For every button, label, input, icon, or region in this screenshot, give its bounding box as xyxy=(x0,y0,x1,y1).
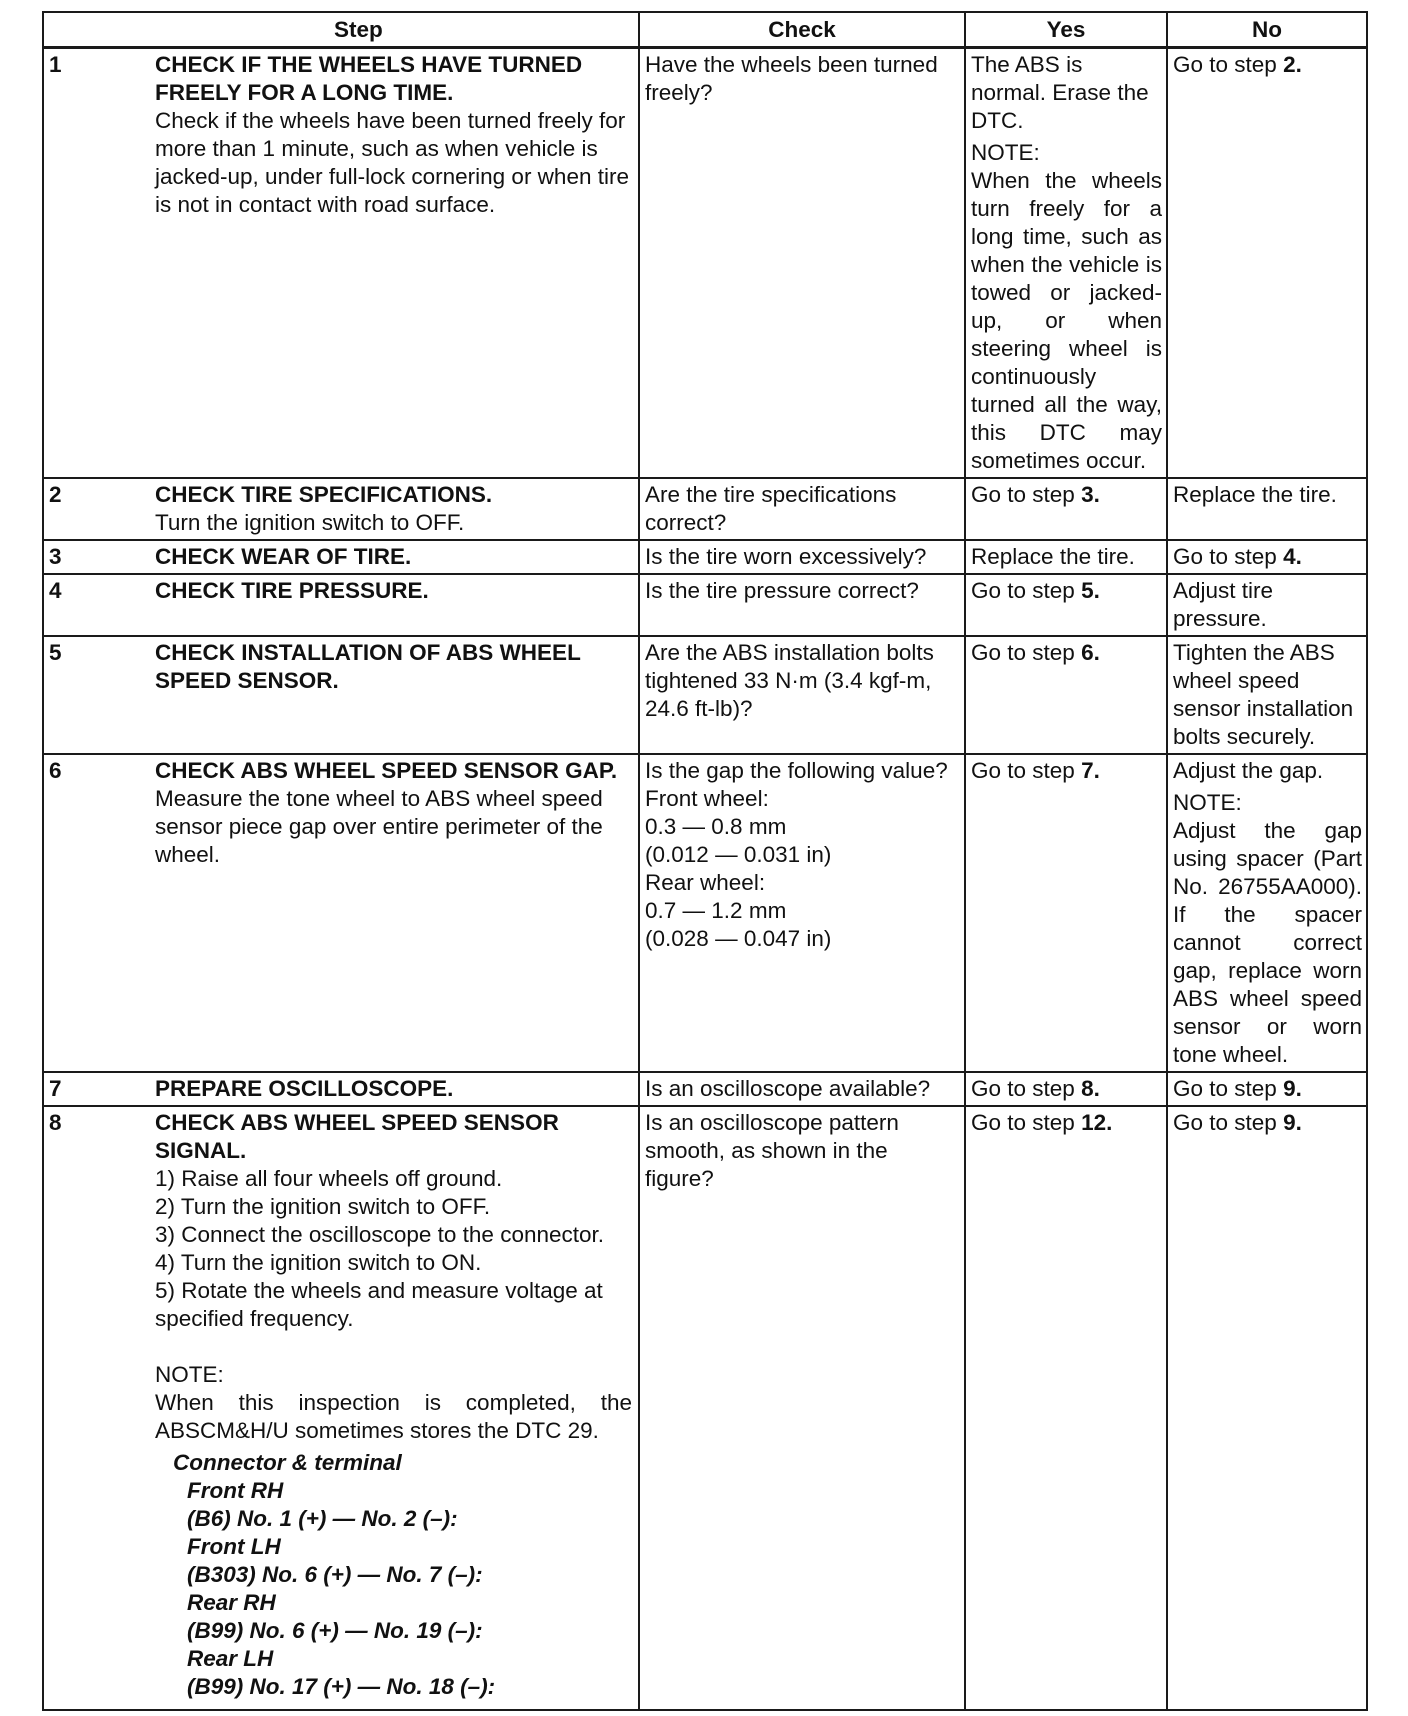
step-cell xyxy=(155,1072,639,1106)
no-prefix: Go to step xyxy=(1173,1076,1284,1101)
step-title: CHECK WEAR OF TIRE. xyxy=(155,544,412,569)
no-step-link: 9. xyxy=(1283,1076,1302,1101)
step-title: CHECK TIRE SPECIFICATIONS. xyxy=(155,482,493,507)
note-label: NOTE: xyxy=(1173,790,1242,815)
table-row xyxy=(43,478,1367,540)
check-cell: Is the tire pressure correct? xyxy=(639,574,965,636)
procedure-item: 5) Rotate the wheels and measure voltage at specified frequency. xyxy=(155,1278,603,1331)
step-description: Check if the wheels have been turned freely for more than 1 minute, such as when vehicle is jacked-up, under full-lock cornering or when tire is not in contact with road surface. xyxy=(155,108,629,217)
check-line: Front wheel: xyxy=(645,786,769,811)
step-number: 1 xyxy=(43,48,155,479)
step-title: CHECK INSTALLATION OF ABS WHEEL SPEED SENSOR. xyxy=(155,640,581,693)
header-yes: Yes xyxy=(965,12,1167,48)
no-cell xyxy=(1167,540,1367,574)
yes-step-link: 7. xyxy=(1081,758,1100,783)
yes-step-link: 8. xyxy=(1081,1076,1100,1101)
step-number: 5 xyxy=(43,636,155,754)
check-line: 0.7 — 1.2 mm xyxy=(645,898,787,923)
check-line: (0.028 — 0.047 in) xyxy=(645,926,832,951)
table-row xyxy=(43,1072,1367,1106)
no-cell: Adjust tire pressure. xyxy=(1167,574,1367,636)
no-step-link: 2. xyxy=(1283,52,1302,77)
yes-cell xyxy=(965,636,1167,754)
check-cell: Have the wheels been turned freely? xyxy=(639,48,965,479)
diagnostic-table xyxy=(42,11,1368,1711)
yes-cell: Replace the tire. xyxy=(965,540,1167,574)
connector-label: Front LH xyxy=(187,1534,281,1559)
check-line: Is the gap the following value? xyxy=(645,758,948,783)
step-cell xyxy=(155,540,639,574)
yes-prefix: Go to step xyxy=(971,482,1082,507)
table-row xyxy=(43,574,1367,636)
connector-terminals: (B6) No. 1 (+) — No. 2 (–): xyxy=(187,1506,458,1531)
table-row xyxy=(43,48,1367,479)
procedure-item: 3) Connect the oscilloscope to the connector. xyxy=(155,1222,605,1247)
check-cell: Are the tire specifications correct? xyxy=(639,478,965,540)
connector-label: Rear RH xyxy=(187,1590,276,1615)
step-title: CHECK IF THE WHEELS HAVE TURNED FREELY FOR A LONG TIME. xyxy=(155,52,583,105)
no-prefix: Go to step xyxy=(1173,1110,1284,1135)
connector-terminals: (B99) No. 6 (+) — No. 19 (–): xyxy=(187,1618,483,1643)
no-step-link: 9. xyxy=(1283,1110,1302,1135)
note-label: NOTE: xyxy=(155,1362,224,1387)
yes-step-link: 5. xyxy=(1081,578,1100,603)
connector-terminals: (B303) No. 6 (+) — No. 7 (–): xyxy=(187,1562,483,1587)
check-line: 0.3 — 0.8 mm xyxy=(645,814,787,839)
no-cell: Replace the tire. xyxy=(1167,478,1367,540)
table-row xyxy=(43,636,1367,754)
step-cell xyxy=(155,754,639,1072)
yes-cell xyxy=(965,1072,1167,1106)
no-cell xyxy=(1167,1072,1367,1106)
connector-terminals: (B99) No. 17 (+) — No. 18 (–): xyxy=(187,1674,496,1699)
yes-cell xyxy=(965,754,1167,1072)
yes-text: The ABS is normal. Erase the DTC. xyxy=(971,52,1149,133)
yes-cell xyxy=(965,478,1167,540)
yes-step-link: 3. xyxy=(1081,482,1100,507)
connector-label: Front RH xyxy=(187,1478,284,1503)
step-number: 8 xyxy=(43,1106,155,1710)
step-cell xyxy=(155,1106,639,1710)
check-line: Rear wheel: xyxy=(645,870,766,895)
step-cell xyxy=(155,478,639,540)
check-cell xyxy=(639,754,965,1072)
yes-prefix: Go to step xyxy=(971,1110,1082,1135)
step-title: CHECK ABS WHEEL SPEED SENSOR SIGNAL. xyxy=(155,1110,559,1163)
no-prefix: Go to step xyxy=(1173,52,1284,77)
step-number: 6 xyxy=(43,754,155,1072)
table-row xyxy=(43,754,1367,1072)
step-description: Measure the tone wheel to ABS wheel speed sensor piece gap over entire perimeter of the wheel. xyxy=(155,786,603,867)
check-cell: Is an oscilloscope pattern smooth, as shown in the figure? xyxy=(639,1106,965,1710)
yes-cell xyxy=(965,574,1167,636)
no-cell xyxy=(1167,1106,1367,1710)
connector-heading: Connector & terminal xyxy=(173,1450,402,1475)
yes-prefix: Go to step xyxy=(971,578,1082,603)
no-step-link: 4. xyxy=(1283,544,1302,569)
step-title: CHECK ABS WHEEL SPEED SENSOR GAP. xyxy=(155,758,618,783)
yes-cell xyxy=(965,1106,1167,1710)
step-number: 2 xyxy=(43,478,155,540)
no-cell xyxy=(1167,754,1367,1072)
header-step: Step xyxy=(43,12,639,48)
check-line: (0.012 — 0.031 in) xyxy=(645,842,832,867)
procedure-list xyxy=(155,1165,632,1333)
step-description: Turn the ignition switch to OFF. xyxy=(155,510,465,535)
check-cell: Are the ABS installation bolts tightened 33 N·m (3.4 kgf-m, 24.6 ft-lb)? xyxy=(639,636,965,754)
note-label: NOTE: xyxy=(971,140,1040,165)
procedure-item: 4) Turn the ignition switch to ON. xyxy=(155,1250,482,1275)
yes-prefix: Go to step xyxy=(971,758,1082,783)
note-text: When this inspection is completed, the ABSCM&H/U sometimes stores the DTC 29. xyxy=(155,1390,633,1443)
step-number: 3 xyxy=(43,540,155,574)
step-cell xyxy=(155,574,639,636)
header-check: Check xyxy=(639,12,965,48)
header-no: No xyxy=(1167,12,1367,48)
table-row xyxy=(43,1106,1367,1710)
step-cell xyxy=(155,636,639,754)
step-cell xyxy=(155,48,639,479)
no-text: Adjust the gap. xyxy=(1173,758,1324,783)
yes-cell xyxy=(965,48,1167,479)
header-row xyxy=(43,12,1367,48)
note-text: When the wheels turn freely for a long time, such as when the vehicle is towed or jacked-up, or when steering wheel is continuously turned all the way, this DTC may sometimes occur. xyxy=(971,168,1163,473)
connector-label: Rear LH xyxy=(187,1646,274,1671)
procedure-item: 2) Turn the ignition switch to OFF. xyxy=(155,1194,491,1219)
yes-step-link: 12. xyxy=(1081,1110,1113,1135)
step-title: CHECK TIRE PRESSURE. xyxy=(155,578,429,603)
yes-prefix: Go to step xyxy=(971,1076,1082,1101)
no-cell: Tighten the ABS wheel speed sensor installation bolts securely. xyxy=(1167,636,1367,754)
no-prefix: Go to step xyxy=(1173,544,1284,569)
step-number: 4 xyxy=(43,574,155,636)
no-cell xyxy=(1167,48,1367,479)
procedure-item: 1) Raise all four wheels off ground. xyxy=(155,1166,503,1191)
check-cell: Is an oscilloscope available? xyxy=(639,1072,965,1106)
table-row xyxy=(43,540,1367,574)
yes-step-link: 6. xyxy=(1081,640,1100,665)
note-text: Adjust the gap using spacer (Part No. 26755AA000). If the spacer cannot correct gap, replace worn ABS wheel speed sensor or worn tone wheel. xyxy=(1173,818,1363,1067)
yes-prefix: Go to step xyxy=(971,640,1082,665)
step-title: PREPARE OSCILLOSCOPE. xyxy=(155,1076,454,1101)
check-cell: Is the tire worn excessively? xyxy=(639,540,965,574)
step-number: 7 xyxy=(43,1072,155,1106)
